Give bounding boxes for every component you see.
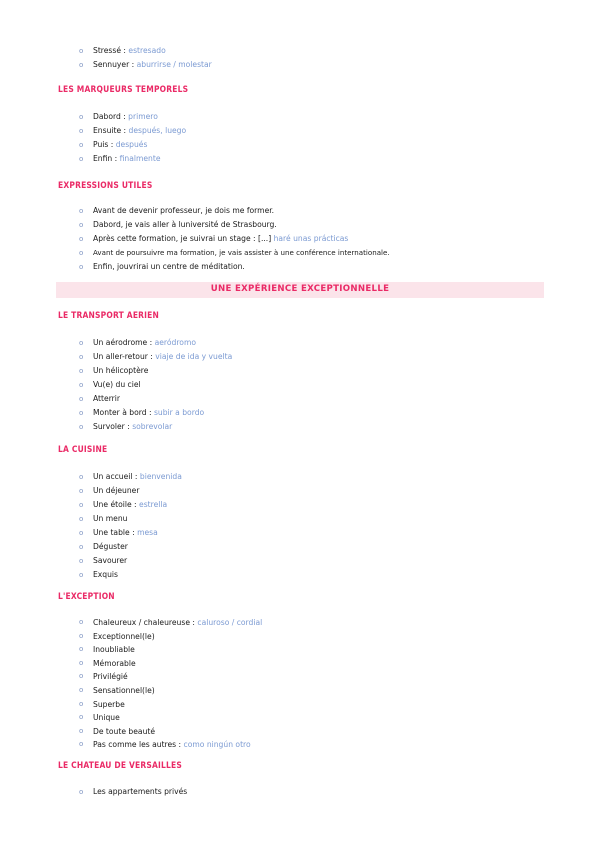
list-item <box>79 110 186 124</box>
vocab-block-versailles <box>79 785 188 799</box>
french-term: Un aller-retour : <box>93 352 153 361</box>
french-term: Exceptionnel(le) <box>93 631 155 641</box>
bullet-icon: o <box>79 207 84 215</box>
vocab-list <box>79 336 233 434</box>
french-term: Exquis <box>93 570 118 579</box>
french-term: Un hélicoptère <box>93 366 149 375</box>
list-item <box>79 698 262 712</box>
french-term: Un accueil : <box>93 472 138 481</box>
bullet-icon: o <box>79 543 84 551</box>
spanish-translation: haré unas prácticas <box>273 234 349 243</box>
spanish-translation: primero <box>128 112 158 121</box>
vocab-list <box>79 470 182 582</box>
list-item <box>79 420 232 434</box>
french-term: Mémorable <box>93 658 136 668</box>
list-item <box>79 44 212 58</box>
list-item <box>79 350 233 364</box>
spanish-translation: bienvenida <box>139 472 182 481</box>
spanish-translation: estresado <box>128 46 166 55</box>
bullet-icon: o <box>79 557 84 565</box>
list-item <box>79 378 232 392</box>
french-term: Les appartements privés <box>93 787 188 796</box>
section-heading-transport: LE TRANSPORT AERIEN <box>58 310 160 320</box>
spanish-translation: como ningún otro <box>183 740 251 750</box>
bullet-icon: o <box>79 740 84 749</box>
bullet-icon: o <box>79 423 84 431</box>
bullet-icon: o <box>79 726 84 735</box>
list-item <box>79 643 262 657</box>
vocab-block-expressions <box>79 204 390 274</box>
french-term: Chaleureux / chaleureuse : <box>93 618 195 627</box>
vocab-list <box>79 110 187 166</box>
french-term: Dabord : <box>93 112 126 121</box>
bullet-icon: o <box>79 473 84 481</box>
list-item <box>79 670 262 684</box>
french-term: Inoubliable <box>93 645 135 655</box>
banner-title: UNE EXPÉRIENCE EXCEPTIONNELLE <box>210 284 390 294</box>
section-heading-expressions: EXPRESSIONS UTILES <box>58 180 153 190</box>
list-item <box>79 512 182 526</box>
french-term: Puis : <box>93 140 114 149</box>
bullet-icon: o <box>79 155 84 163</box>
list-item <box>79 684 262 698</box>
list-item <box>79 484 182 498</box>
vocab-list <box>79 204 390 274</box>
spanish-translation: después <box>115 140 148 149</box>
french-term: Vu(e) du ciel <box>93 380 141 389</box>
vocab-block-top <box>79 44 212 72</box>
list-item <box>79 738 262 752</box>
list-item <box>79 152 186 166</box>
bullet-icon: o <box>79 618 84 626</box>
bullet-icon: o <box>79 699 84 708</box>
french-term: Enfin, jouvrirai un centre de méditation. <box>93 262 245 271</box>
spanish-translation: caluroso / cordial <box>197 618 263 627</box>
vocab-block-cuisine <box>79 470 182 582</box>
bullet-icon: o <box>79 381 84 389</box>
list-item <box>79 138 186 152</box>
bullet-icon: o <box>79 685 84 694</box>
list-item <box>79 630 262 644</box>
spanish-translation: aeródromo <box>154 338 197 347</box>
list-item <box>79 204 390 218</box>
bullet-icon: o <box>79 263 84 271</box>
list-item <box>79 616 263 630</box>
spanish-translation: subir a bordo <box>153 408 205 417</box>
bullet-icon: o <box>79 788 84 796</box>
list-item <box>79 540 182 554</box>
list-item <box>79 657 262 671</box>
vocab-list <box>79 44 212 72</box>
list-item <box>79 406 232 420</box>
french-term: Sensationnel(le) <box>93 685 155 695</box>
vocab-block-exception <box>79 616 263 752</box>
french-term: Dabord, je vais aller à luniversité de Strasbourg. <box>93 220 277 229</box>
french-term: Stressé : <box>93 46 126 55</box>
list-item <box>79 470 182 484</box>
french-term: De toute beauté <box>93 726 156 736</box>
section-heading-exception: L'EXCEPTION <box>58 591 115 601</box>
bullet-icon: o <box>79 515 84 523</box>
bullet-icon: o <box>79 141 84 149</box>
list-item <box>79 785 188 799</box>
section-heading-versailles: LE CHATEAU DE VERSAILLES <box>58 760 183 770</box>
french-term: Pas comme les autres : <box>93 740 182 750</box>
vocab-block-temporal <box>79 110 187 166</box>
vocab-list <box>79 616 263 752</box>
bullet-icon: o <box>79 713 84 722</box>
vocab-block-transport <box>79 336 233 434</box>
french-term: Sennuyer : <box>93 60 135 69</box>
bullet-icon: o <box>79 339 84 347</box>
bullet-icon: o <box>79 113 84 121</box>
bullet-icon: o <box>79 409 84 417</box>
bullet-icon: o <box>79 631 84 640</box>
bullet-icon: o <box>79 353 84 361</box>
section-heading-temporal: LES MARQUEURS TEMPORELS <box>58 84 189 94</box>
french-term: Enfin : <box>93 154 118 163</box>
list-item <box>79 246 390 260</box>
bullet-icon: o <box>79 529 84 537</box>
list-item <box>79 568 182 582</box>
bullet-icon: o <box>79 221 84 229</box>
bullet-icon: o <box>79 658 84 667</box>
list-item <box>79 498 182 512</box>
french-term: Savourer <box>93 556 128 565</box>
section-heading-cuisine: LA CUISINE <box>58 444 108 454</box>
vocab-list <box>79 785 188 799</box>
french-term: Un menu <box>93 514 128 523</box>
list-item <box>79 364 232 378</box>
french-term: Un aérodrome : <box>93 338 153 347</box>
french-term: Atterrir <box>93 394 121 403</box>
spanish-translation: mesa <box>137 528 158 537</box>
french-term: Une table : <box>93 528 135 537</box>
french-term: Avant de devenir professeur, je dois me former. <box>93 206 275 215</box>
french-term: Ensuite : <box>93 126 127 135</box>
list-item <box>79 218 390 232</box>
bullet-icon: o <box>79 249 84 257</box>
bullet-icon: o <box>79 367 84 375</box>
section-banner <box>56 282 544 298</box>
french-term: Unique <box>93 713 120 723</box>
spanish-translation: sobrevolar <box>132 422 173 431</box>
french-term: Monter à bord : <box>93 408 152 417</box>
list-item <box>79 232 390 246</box>
bullet-icon: o <box>79 47 84 55</box>
bullet-icon: o <box>79 487 84 495</box>
spanish-translation: finalmente <box>119 154 161 163</box>
bullet-icon: o <box>79 61 84 69</box>
list-item <box>79 526 182 540</box>
french-term: Privilégié <box>93 672 128 682</box>
french-term: Un déjeuner <box>93 486 140 495</box>
bullet-icon: o <box>79 645 84 654</box>
french-term: Après cette formation, je suivrai un stage : [...] <box>93 234 272 243</box>
list-item <box>79 725 262 739</box>
list-item <box>79 554 182 568</box>
bullet-icon: o <box>79 127 84 135</box>
french-term: Avant de poursuivre ma formation, je vais assister à une conférence internationale. <box>93 248 390 257</box>
bullet-icon: o <box>79 395 84 403</box>
french-term: Superbe <box>93 699 125 709</box>
bullet-icon: o <box>79 571 84 579</box>
french-term: Survoler : <box>93 422 130 431</box>
list-item <box>79 124 187 138</box>
french-term: Déguster <box>93 542 128 551</box>
list-item <box>79 711 262 725</box>
list-item <box>79 336 232 350</box>
list-item <box>79 260 390 274</box>
bullet-icon: o <box>79 672 84 681</box>
spanish-translation: aburrirse / molestar <box>136 60 212 69</box>
spanish-translation: estrella <box>139 500 168 509</box>
spanish-translation: viaje de ida y vuelta <box>155 352 233 361</box>
list-item <box>79 392 232 406</box>
spanish-translation: después, luego <box>128 126 187 135</box>
bullet-icon: o <box>79 501 84 509</box>
bullet-icon: o <box>79 235 84 243</box>
french-term: Une étoile : <box>93 500 137 509</box>
list-item <box>79 58 212 72</box>
